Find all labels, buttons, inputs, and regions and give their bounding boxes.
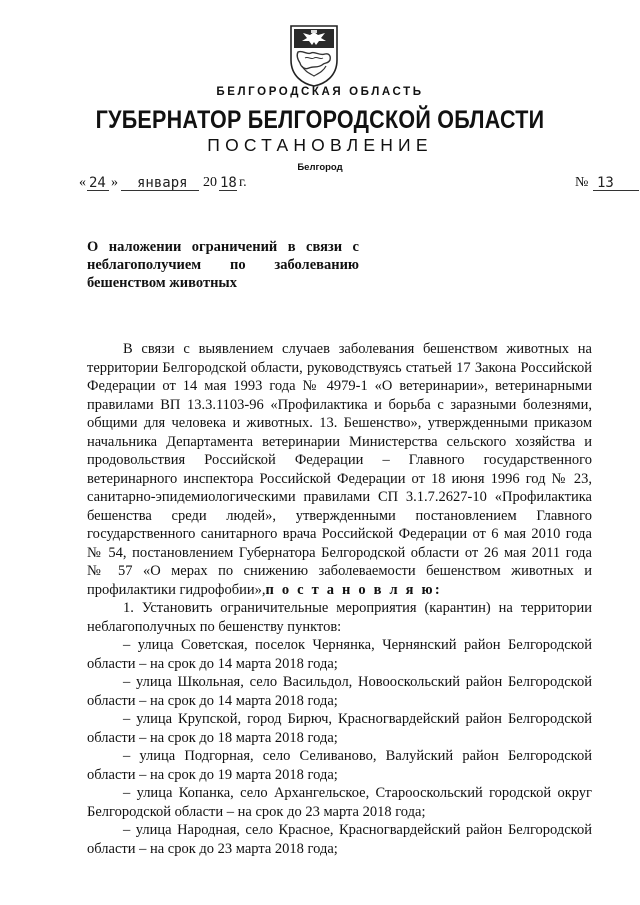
title-line: бешенством животных (87, 275, 237, 291)
number-value: 13 (597, 175, 614, 191)
city-label: Белгород (297, 162, 343, 173)
title-line: неблагополучием по заболеванию (87, 257, 359, 273)
date-line (79, 172, 559, 194)
list-item-line: – улица Народная, село Красное, Красногвардейский район Белгородской (123, 822, 592, 838)
body-line: общими для человека и животных. 13. Бешенство», утвержденными приказом (87, 415, 592, 431)
date-open-quote: « (79, 175, 86, 190)
body-line: № 54, постановлением Губернатора Белгородской области от 26 мая 2011 года (87, 544, 592, 561)
body-line: неблагополучных по бешенству пунктов: (87, 618, 342, 635)
date-day-underline (87, 190, 109, 191)
list-item-line: – улица Школьная, село Васильдол, Новооскольский район Белгородской (123, 674, 592, 690)
document-number (575, 172, 640, 194)
document-title (87, 238, 359, 292)
list-item-line: области – на срок до 14 марта 2018 года; (87, 692, 338, 709)
list-item-line: области – на срок до 23 марта 2018 года; (87, 840, 338, 857)
date-day: 24 (89, 175, 106, 191)
body-line: бешенства среди людей», утвержденными постановлением Главного (87, 507, 592, 524)
list-item-line: – улица Советская, поселок Чернянка, Чернянский район Белгородской (123, 637, 592, 653)
document-body (87, 340, 592, 858)
date-year-suffix: 18 (220, 175, 237, 191)
number-sign: № (575, 175, 589, 190)
body-line: начальника Департамента ветеринарии Министерства сельского хозяйства и (87, 433, 592, 450)
date-month: января (137, 175, 188, 191)
region-heading: БЕЛГОРОДСКАЯ ОБЛАСТЬ (216, 86, 424, 98)
number-underline (593, 190, 639, 191)
body-line: санитарно-эпидемиологическими правилами СП 3.1.7.2627-10 «Профилактика (87, 489, 592, 505)
body-line: Федерации от 14 мая 1993 года № 4979-1 «О ветеринарии», ветеринарными (87, 378, 592, 394)
body-line-resolve (87, 581, 592, 600)
body-line: продовольствия Российской Федерации – Главного государственного (87, 452, 592, 468)
body-line: № 57 «О мерах по снижению заболеваемости бешенством животных и (87, 563, 592, 579)
body-line: территории Белгородской области, руководствуясь статьей 17 Закона Российской (87, 359, 592, 376)
body-line: правилами ВП 13.3.1103-96 «Профилактика и борьба с заразными болезнями, (87, 396, 592, 413)
resolve-word: п о с т а н о в л я ю: (265, 581, 442, 598)
date-year-prefix: 20 (203, 175, 217, 190)
body-line-text: профилактики гидрофобии», (87, 581, 266, 598)
governor-heading: ГУБЕРНАТОР БЕЛГОРОДСКОЙ ОБЛАСТИ (95, 106, 545, 134)
date-month-underline (121, 190, 199, 191)
date-year-abbr: г. (239, 175, 247, 190)
title-line: О наложении ограничений в связи с (87, 239, 359, 255)
list-item-line: – улица Подгорная, село Селиваново, Валуйский район Белгородской (123, 748, 592, 764)
body-line: государственного санитарного врача Российской Федерации от 6 мая 2010 года (87, 526, 592, 542)
body-line: 1. Установить ограничительные мероприятия (карантин) на территории (123, 600, 592, 616)
document-type-heading: ПОСТАНОВЛЕНИЕ (207, 135, 433, 155)
list-item-line: области – на срок до 19 марта 2018 года; (87, 766, 338, 783)
body-line: ветеринарного инспектора Российской Федерации от 18 июня 1996 год № 23, (87, 470, 592, 487)
date-close-quote: » (111, 175, 118, 190)
list-item-line: области – на срок до 18 марта 2018 года; (87, 729, 338, 746)
list-item-line: – улица Крупской, город Бирюч, Красногвардейский район Белгородской (123, 711, 592, 727)
list-item-line: Белгородской области – на срок до 23 марта 2018 года; (87, 803, 426, 820)
coat-of-arms-icon (285, 22, 343, 88)
date-year-underline (219, 190, 237, 191)
list-item-line: – улица Копанка, село Архангельское, Старооскольский городской округ (123, 785, 592, 801)
list-item-line: области – на срок до 14 марта 2018 года; (87, 655, 338, 672)
body-line: В связи с выявлением случаев заболевания бешенством животных на (123, 341, 592, 357)
